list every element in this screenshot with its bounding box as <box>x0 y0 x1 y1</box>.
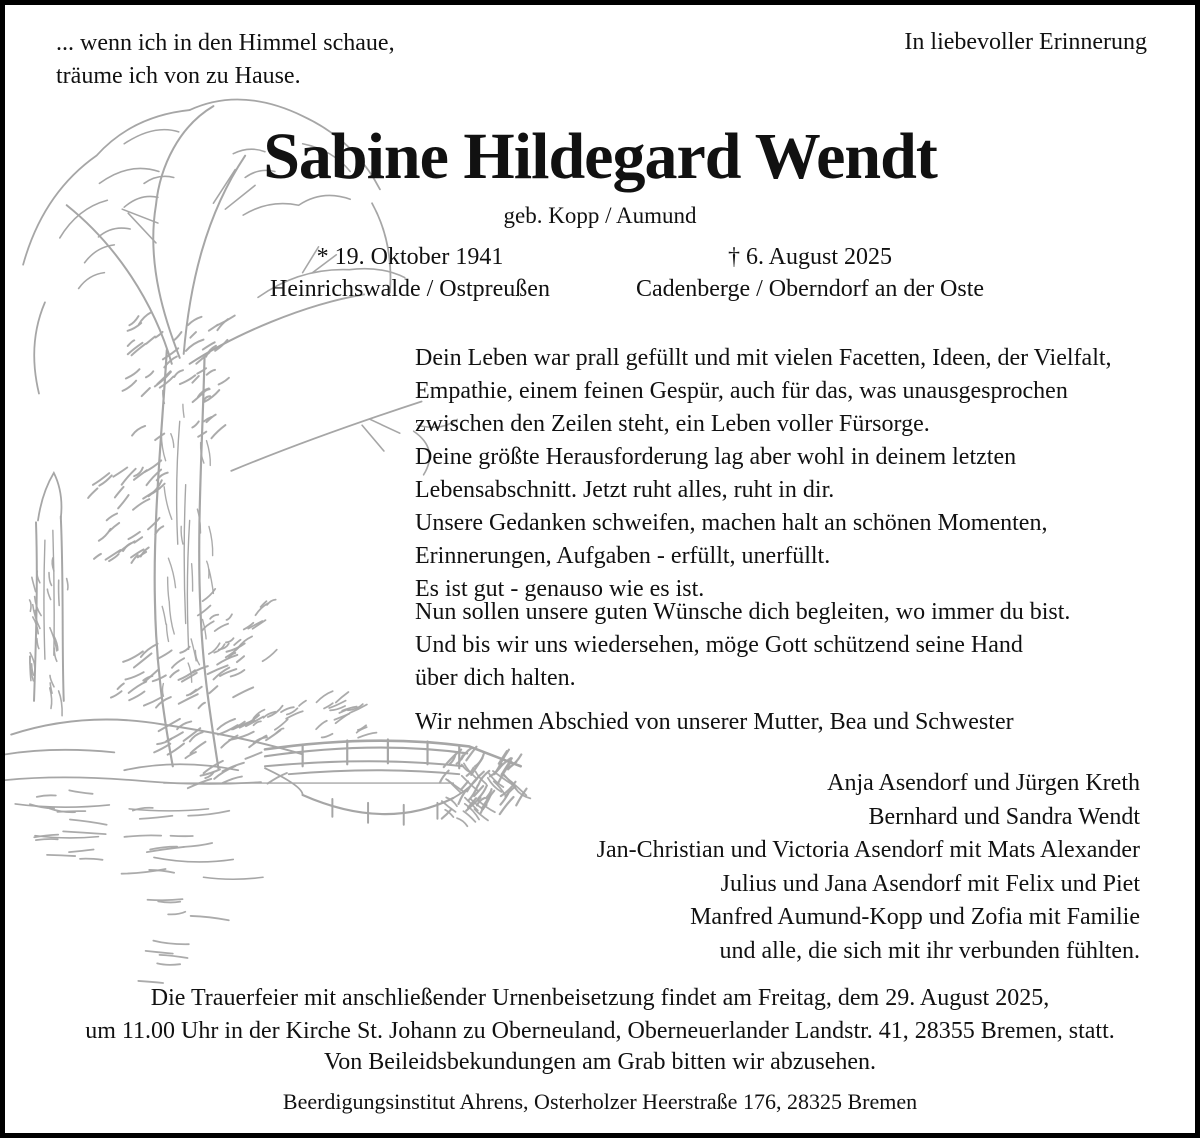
mourners-list <box>597 767 1140 968</box>
tribute-line: Empathie, einem feinen Gespür, auch für das, was unausgesprochen <box>415 378 1068 404</box>
condolence-note: Von Beileidsbekundungen am Grab bitten wir abzusehen. <box>323 1049 877 1075</box>
tribute-line: Lebensabschnitt. Jetzt ruht alles, ruht in dir. <box>415 477 835 503</box>
mourner-line: Julius und Jana Asendorf mit Felix und Piet <box>720 870 1140 897</box>
funeral-home-line: Beerdigungsinstitut Ahrens, Osterholzer Heerstraße 176, 28325 Bremen <box>282 1089 918 1114</box>
quote-line-2: träume ich von zu Hause. <box>56 63 301 89</box>
tribute-paragraph-3 <box>415 507 1047 606</box>
mourner-line: Bernhard und Sandra Wendt <box>868 803 1140 830</box>
tribute-paragraph-2 <box>415 441 1016 507</box>
tribute-line: Es ist gut - genauso wie es ist. <box>415 576 705 602</box>
farewell-intro: Wir nehmen Abschied von unserer Mutter, Bea und Schwester <box>415 709 1014 735</box>
service-line-2: um 11.00 Uhr in der Kirche St. Johann zu Oberneuland, Oberneuerlander Landstr. 41, 28355 Bremen, statt. <box>85 1018 1115 1044</box>
birth-place: Heinrichswalde / Ostpreußen <box>270 276 550 302</box>
mourner-line: und alle, die sich mit ihr verbunden fühlten. <box>719 937 1140 964</box>
quote-line-1: ... wenn ich in den Himmel schaue, <box>56 30 395 56</box>
service-line-1: Die Trauerfeier mit anschließender Urnenbeisetzung findet am Freitag, dem 29. August 2025, <box>150 985 1050 1011</box>
tribute-line: Und bis wir uns wiedersehen, möge Gott schützend seine Hand <box>415 632 1023 658</box>
tribute-line: Unsere Gedanken schweifen, machen halt an schönen Momenten, <box>415 510 1048 536</box>
tribute-line: über dich halten. <box>415 665 576 691</box>
mourner-line: Anja Asendorf und Jürgen Kreth <box>827 770 1140 796</box>
tribute-paragraph-1 <box>415 342 1112 441</box>
mourner-line: Jan-Christian und Victoria Asendorf mit Mats Alexander <box>596 837 1140 863</box>
birth-date: * 19. Oktober 1941 <box>316 244 504 270</box>
tribute-line: Erinnerungen, Aufgaben - erfüllt, unerfüllt. <box>415 543 831 569</box>
tribute-line: zwischen den Zeilen steht, ein Leben voller Fürsorge. <box>415 411 930 437</box>
maiden-name: geb. Kopp / Aumund <box>503 203 697 228</box>
service-details <box>35 982 1165 1048</box>
mourner-line: Manfred Aumund-Kopp und Zofia mit Familie <box>690 904 1140 930</box>
tribute-line: Nun sollen unsere guten Wünsche dich begleiten, wo immer du bist. <box>415 599 1071 625</box>
tribute-line: Dein Leben war prall gefüllt und mit vielen Facetten, Ideen, der Vielfalt, <box>415 345 1112 371</box>
tribute-paragraph-4 <box>415 596 1070 695</box>
deceased-name: Sabine Hildegard Wendt <box>263 120 937 193</box>
death-date: † 6. August 2025 <box>727 244 892 270</box>
death-place: Cadenberge / Oberndorf an der Oste <box>635 276 985 302</box>
opening-quote <box>56 27 395 93</box>
tribute-line: Deine größte Herausforderung lag aber wohl in deinem letzten <box>415 444 1017 470</box>
memorial-note: In liebevoller Erinnerung <box>904 29 1147 55</box>
